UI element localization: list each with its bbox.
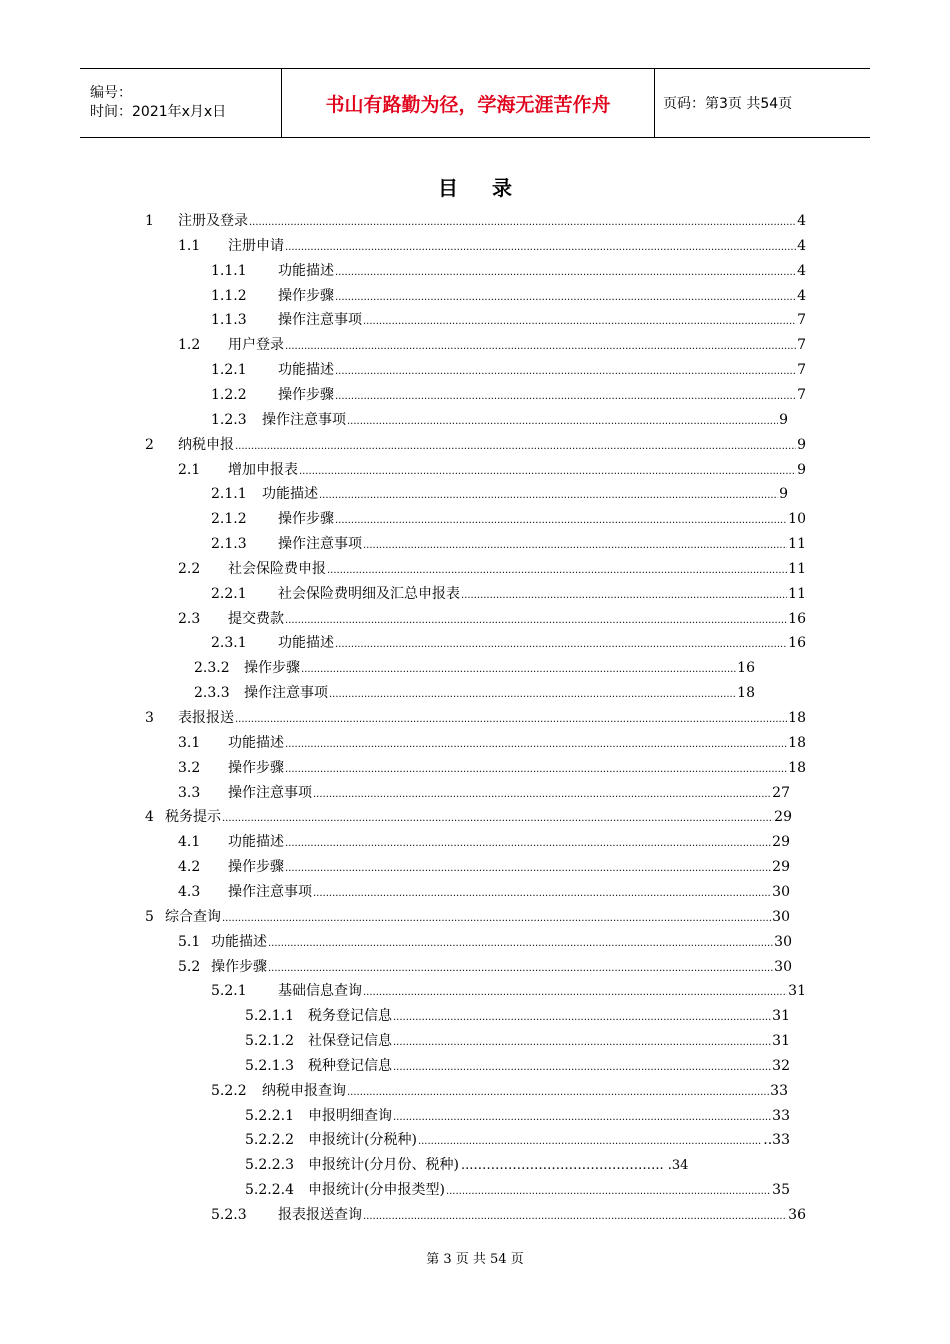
toc-entry-page: 4 — [797, 237, 806, 254]
header-time-label: 时间：2021年x月x日 — [90, 104, 227, 120]
toc-entry-leader — [363, 308, 796, 334]
toc-entry-page: 35 — [772, 1182, 790, 1199]
toc-entry-text: 功能描述 — [262, 486, 318, 503]
toc-entry — [211, 507, 806, 531]
toc-entry-page: 27 — [772, 784, 790, 801]
toc-entry-number: 5.2.1.1 — [245, 1008, 294, 1025]
toc-entry-leader — [299, 458, 796, 484]
toc-entry-number: 5.2.3 — [211, 1207, 247, 1223]
toc-entry-number: 5 — [145, 908, 154, 925]
toc-entry-number: 2.1.1 — [211, 486, 247, 503]
toc-entry — [178, 880, 790, 904]
toc-entry-leader — [329, 681, 736, 707]
toc-entry-leader — [301, 656, 736, 682]
toc-entry — [211, 308, 806, 332]
toc-entry-text: 表报报送 — [178, 710, 234, 726]
toc-entry — [245, 1128, 790, 1152]
page-header — [80, 68, 870, 138]
toc-entry-page: 4 — [797, 213, 806, 229]
toc-entry-leader — [335, 631, 787, 657]
toc-entry-page: 16 — [788, 610, 806, 627]
toc-entry-number: 5.2.1 — [211, 983, 247, 1000]
toc-entry — [178, 234, 806, 258]
toc-entry-number: 3.3 — [178, 784, 201, 801]
toc-entry-leader — [347, 1079, 769, 1105]
toc-entry-page: 33 — [770, 1082, 788, 1099]
toc-entry-page: 16 — [788, 635, 806, 652]
toc-entry-text: 申报统计(分申报类型) — [308, 1182, 445, 1199]
toc-entry — [211, 383, 806, 407]
toc-entry-text: 社保登记信息 — [308, 1033, 392, 1050]
toc-entry-text: 增加申报表 — [228, 461, 298, 478]
toc-entry-number: 1.2.1 — [211, 362, 247, 379]
toc-entry-number: 5.2.2.1 — [245, 1107, 294, 1124]
toc-entry-text: 操作注意事项 — [262, 411, 346, 428]
toc-entry-number: 1.1.1 — [211, 262, 247, 279]
toc-entry-page: 18 — [788, 710, 806, 726]
toc-entry-number: 5.2.2 — [211, 1082, 247, 1099]
toc-entry-text: 税种登记信息 — [308, 1057, 392, 1074]
toc-entry — [178, 955, 792, 979]
toc-entry-page: 9 — [797, 436, 806, 453]
toc-entry-page: 10 — [788, 511, 806, 528]
toc-entry-page: 18 — [788, 734, 806, 751]
toc-entry-page: ...…………………………………….. .34 — [460, 1158, 689, 1174]
toc-entry — [178, 731, 806, 755]
toc-entry-leader — [285, 756, 787, 782]
toc-entry — [211, 979, 806, 1003]
toc-entry-text: 功能描述 — [278, 635, 334, 652]
toc-entry-leader — [363, 532, 787, 558]
toc-entry-text: 基础信息查询 — [278, 983, 362, 1000]
toc-entry-text: 纳税申报 — [178, 436, 234, 453]
toc-entry — [178, 607, 806, 631]
toc-entry — [211, 482, 788, 506]
toc-entry-text: 功能描述 — [278, 362, 334, 379]
toc-entry-number: 5.2.1.3 — [245, 1057, 294, 1074]
toc-entry — [211, 284, 806, 308]
toc-entry-page: 29 — [772, 834, 790, 851]
toc-entry-text: 操作注意事项 — [228, 883, 312, 900]
toc-entry-leader — [285, 830, 771, 856]
toc-entry — [211, 631, 806, 655]
toc-entry-number: 5.2.2.2 — [245, 1132, 294, 1149]
toc-entry — [211, 1079, 788, 1103]
toc-entry — [178, 557, 806, 581]
toc-entry-number: 3 — [145, 710, 154, 726]
toc-entry-text: 提交费款 — [228, 610, 284, 627]
toc-entry-page: 30 — [774, 958, 792, 975]
toc-entry-leader — [222, 905, 771, 931]
toc-entry-text: 操作注意事项 — [228, 784, 312, 801]
toc-entry-text: 社会保险费明细及汇总申报表 — [278, 585, 460, 602]
toc-entry-page: 29 — [774, 809, 792, 826]
toc-entry-number: 2.3.1 — [211, 635, 247, 652]
toc-entry — [211, 408, 788, 432]
toc-entry-leader — [249, 209, 796, 235]
toc-entry-text: 操作注意事项 — [278, 312, 362, 329]
toc-entry-number: 4 — [145, 809, 154, 826]
toc-entry — [145, 805, 792, 829]
toc-entry — [178, 855, 790, 879]
toc-entry-text: 操作步骤 — [278, 511, 334, 528]
toc-entry-page: 9 — [779, 486, 788, 503]
toc-entry-text: 注册申请 — [228, 237, 284, 254]
toc-entry-text: 报表报送查询 — [278, 1207, 362, 1223]
toc-entry-number: 5.2.2.4 — [245, 1182, 294, 1199]
toc-entry-page: 11 — [788, 585, 806, 602]
toc-entry — [145, 209, 806, 233]
toc-entry-page: 11 — [788, 560, 806, 577]
toc-title: 目录 — [438, 176, 546, 200]
toc-entry-leader — [285, 731, 787, 757]
toc-entry-page: 31 — [772, 1008, 790, 1025]
toc-entry-leader — [347, 408, 778, 434]
toc-entry-number: 1 — [145, 213, 154, 229]
toc-entry — [178, 756, 806, 780]
toc-entry-page: 7 — [797, 312, 806, 329]
toc-entry-leader — [222, 805, 773, 831]
toc-entry-page: 18 — [737, 685, 755, 702]
header-number-label: 编号： — [90, 85, 132, 101]
toc-entry-text: 纳税申报查询 — [262, 1082, 346, 1099]
toc-entry-text: 操作步骤 — [211, 958, 267, 975]
toc-entry — [178, 830, 790, 854]
toc-entry-number: 1.2.3 — [211, 411, 247, 428]
toc-entry-leader — [268, 930, 773, 956]
toc-entry-leader — [268, 955, 773, 981]
toc-entry-text: 申报统计(分月份、税种) — [308, 1157, 459, 1174]
toc-entry-page: 31 — [772, 1033, 790, 1050]
toc-entry-number: 5.2 — [178, 958, 201, 975]
toc-entry-page: 16 — [737, 660, 755, 677]
toc-entry-number: 2.1.3 — [211, 536, 247, 553]
toc-entry — [211, 358, 806, 382]
toc-entry-page: 7 — [797, 337, 806, 354]
toc-entry-text: 操作注意事项 — [244, 685, 328, 702]
toc-entry-text: 功能描述 — [278, 262, 334, 279]
toc-entry-number: 4.1 — [178, 834, 201, 851]
toc-entry-text: 操作步骤 — [278, 287, 334, 304]
toc-entry-leader — [335, 383, 796, 409]
toc-entry-leader — [335, 259, 796, 285]
header-page-info: 页码：第3页 共54页 — [663, 96, 793, 112]
toc-entry — [245, 1178, 790, 1202]
toc-entry-number: 1.1 — [178, 237, 201, 254]
toc-entry-number: 2.1 — [178, 461, 201, 478]
toc-entry-number: 5.2.1.2 — [245, 1033, 294, 1050]
toc-entry-number: 2.2 — [178, 560, 201, 577]
toc-entry — [245, 1153, 790, 1177]
toc-entry-number: 4.3 — [178, 883, 201, 900]
toc-entry-page: 18 — [788, 759, 806, 776]
toc-entry-leader — [461, 582, 787, 608]
toc-entry-leader — [285, 234, 796, 260]
header-motto: 书山有路勤为径，学海无涯苦作舟 — [325, 93, 611, 116]
toc-entry-text: 用户登录 — [228, 337, 284, 354]
toc-entry-number: 1.2 — [178, 337, 201, 354]
toc-entry-number: 2.3 — [178, 610, 201, 627]
toc-entry — [145, 706, 806, 730]
toc-entry-leader — [393, 1004, 771, 1030]
toc-entry — [194, 656, 755, 680]
toc-entry-text: 操作步骤 — [228, 859, 284, 876]
toc-entry-text: 操作步骤 — [244, 660, 300, 677]
toc-entry-leader — [446, 1178, 771, 1204]
toc-entry — [211, 1203, 806, 1227]
toc-entry-text: 申报明细查询 — [308, 1107, 392, 1124]
toc-entry-leader — [418, 1128, 762, 1154]
toc-entry — [245, 1029, 790, 1053]
toc-entry-page: 30 — [772, 883, 790, 900]
toc-entry — [245, 1004, 790, 1028]
toc-entry-number: 3.2 — [178, 759, 201, 776]
toc-entry-leader — [393, 1054, 771, 1080]
toc-entry-text: 功能描述 — [228, 834, 284, 851]
toc-entry-number: 2.3.2 — [194, 660, 230, 677]
toc-entry-page: ..33 — [763, 1132, 790, 1149]
header-motto-cell — [282, 69, 655, 137]
toc-entry-text: 综合查询 — [165, 908, 221, 925]
toc-entry — [178, 458, 806, 482]
toc-entry-page: 29 — [772, 859, 790, 876]
toc-entry-number: 4.2 — [178, 859, 201, 876]
toc-entry-leader — [313, 781, 771, 807]
toc-entry-leader — [235, 433, 796, 459]
toc-entry — [194, 681, 755, 705]
toc-entry-text: 社会保险费申报 — [228, 560, 326, 577]
toc-entry — [245, 1104, 790, 1128]
toc-entry — [178, 333, 806, 357]
toc-entry-leader — [363, 1203, 787, 1229]
toc-entry-text: 操作注意事项 — [278, 536, 362, 553]
toc-entry-leader — [335, 507, 787, 533]
toc-entry-leader — [335, 284, 796, 310]
toc-entry-text: 申报统计(分税种) — [308, 1132, 417, 1149]
page-footer: 第 3 页 共 54 页 — [426, 1252, 524, 1267]
toc-entry-number: 2.1.2 — [211, 511, 247, 528]
toc-entry-leader — [363, 979, 787, 1005]
toc-entry-leader — [313, 880, 771, 906]
toc-entry — [245, 1054, 790, 1078]
toc-entry-number: 1.2.2 — [211, 386, 247, 403]
toc-entry-number: 2.2.1 — [211, 585, 247, 602]
toc-entry-number: 1.1.3 — [211, 312, 247, 329]
toc-entry-number: 3.1 — [178, 734, 201, 751]
toc-entry-leader — [335, 358, 796, 384]
toc-entry — [145, 433, 806, 457]
toc-entry-text: 功能描述 — [228, 734, 284, 751]
toc-entry — [145, 905, 790, 929]
toc-entry-page: 11 — [788, 536, 806, 553]
toc-entry-leader — [285, 855, 771, 881]
toc-entry-text: 注册及登录 — [178, 213, 248, 229]
toc-entry-text: 操作步骤 — [278, 386, 334, 403]
toc-entry-page: 7 — [797, 362, 806, 379]
toc-entry-leader — [393, 1029, 771, 1055]
toc-entry-page: 4 — [797, 287, 806, 304]
toc-entry — [178, 930, 792, 954]
toc-entry-page: 31 — [788, 983, 806, 1000]
header-meta — [80, 69, 282, 137]
toc-entry-page: 7 — [797, 386, 806, 403]
toc-entry — [211, 532, 806, 556]
toc-entry — [178, 781, 790, 805]
toc-entry-number: 1.1.2 — [211, 287, 247, 304]
toc-entry-number: 2 — [145, 436, 154, 453]
toc-entry-page: 30 — [772, 908, 790, 925]
toc-entry — [211, 582, 806, 606]
toc-entry-page: 4 — [797, 262, 806, 279]
toc-entry-leader — [393, 1104, 771, 1130]
toc-entry-text: 税务提示 — [165, 809, 221, 826]
toc-entry-leader — [235, 706, 787, 732]
toc-entry-page: 9 — [779, 411, 788, 428]
toc-entry-number: 5.1 — [178, 933, 201, 950]
toc-entry-leader — [285, 333, 796, 359]
toc-entry-page: 9 — [797, 461, 806, 478]
toc-entry-page: 33 — [772, 1107, 790, 1124]
toc-entry — [211, 259, 806, 283]
toc-entry-leader — [285, 607, 787, 633]
toc-entry-number: 2.3.3 — [194, 685, 230, 702]
toc-entry-leader — [327, 557, 787, 583]
toc-entry-page: 32 — [772, 1057, 790, 1074]
toc-entry-page: 36 — [788, 1207, 806, 1223]
toc-entry-text: 功能描述 — [211, 933, 267, 950]
toc-entry-number: 5.2.2.3 — [245, 1157, 294, 1174]
toc-entry-leader — [319, 482, 778, 508]
toc-entry-text: 税务登记信息 — [308, 1008, 392, 1025]
header-page-info-cell — [655, 69, 870, 137]
toc-entry-text: 操作步骤 — [228, 759, 284, 776]
toc-entry-page: 30 — [774, 933, 792, 950]
